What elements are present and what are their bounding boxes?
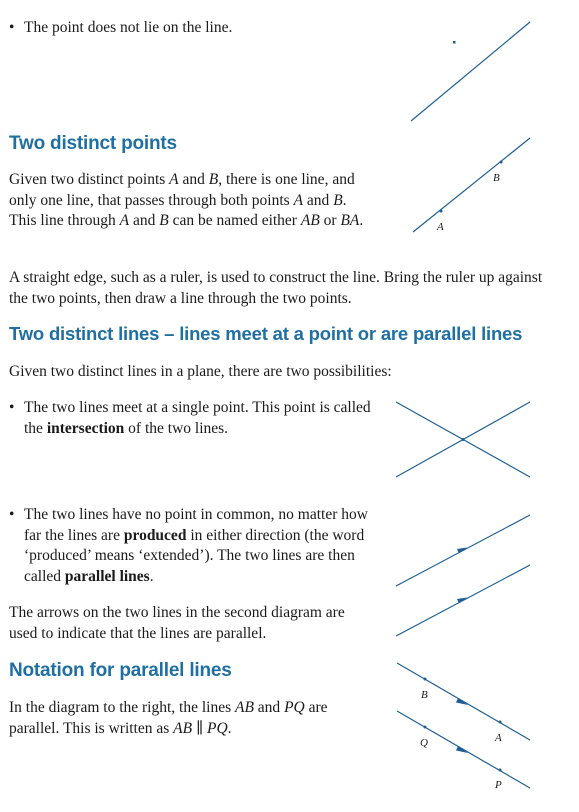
- label-a: A: [437, 221, 444, 233]
- bullet-intersection: The two lines meet at a single point. This point is called the intersection of the two lines.: [24, 399, 371, 437]
- parallel-arrow: [456, 746, 468, 753]
- bullet-parallel: The two lines have no point in common, no matter how far the lines are produced in either direction (the word ‘produced’ means ‘extended’). The two lines are then called parallel lines.: [24, 506, 368, 585]
- heading-notation-parallel: Notation for parallel lines: [9, 660, 232, 681]
- parallel-arrow: [456, 698, 468, 705]
- heading-two-distinct-points: Two distinct points: [9, 133, 177, 154]
- label-b: B: [493, 172, 500, 184]
- point-p: [499, 769, 502, 772]
- paragraph-ruler: A straight edge, such as a ruler, is used to construct the line. Bring the ruler up against the two points, then draw a line through the two points.: [9, 269, 543, 307]
- label-a: A: [495, 732, 502, 744]
- paragraph-notation: In the diagram to the right, the lines AB and PQ are parallel. This is written as AB ∥ PQ.: [9, 699, 328, 737]
- bullet-marker: •: [9, 506, 15, 523]
- label-q: Q: [420, 737, 428, 749]
- paragraph-arrows-note: The arrows on the two lines in the second diagram are used to indicate that the lines are parallel.: [9, 604, 345, 642]
- label-b: B: [421, 689, 428, 701]
- line-pq: [397, 711, 530, 788]
- label-p: P: [495, 779, 502, 791]
- bullet-marker: •: [9, 19, 15, 36]
- point-b: [424, 678, 427, 681]
- heading-two-distinct-lines: Two distinct lines – lines meet at a point or are parallel lines: [9, 323, 523, 344]
- paragraph-two-distinct-points: Given two distinct points A and B, there is one line, and only one line, that passes through both points A and B. This line through A and B can be named either AB or BA.: [9, 171, 364, 229]
- point-q: [424, 726, 427, 729]
- bullet-point-not-on-line: The point does not lie on the line.: [24, 19, 233, 36]
- paragraph-two-possibilities: Given two distinct lines in a plane, there are two possibilities:: [9, 363, 392, 380]
- point-a: [499, 721, 502, 724]
- bullet-marker: •: [9, 399, 15, 416]
- line-ab: [397, 663, 530, 740]
